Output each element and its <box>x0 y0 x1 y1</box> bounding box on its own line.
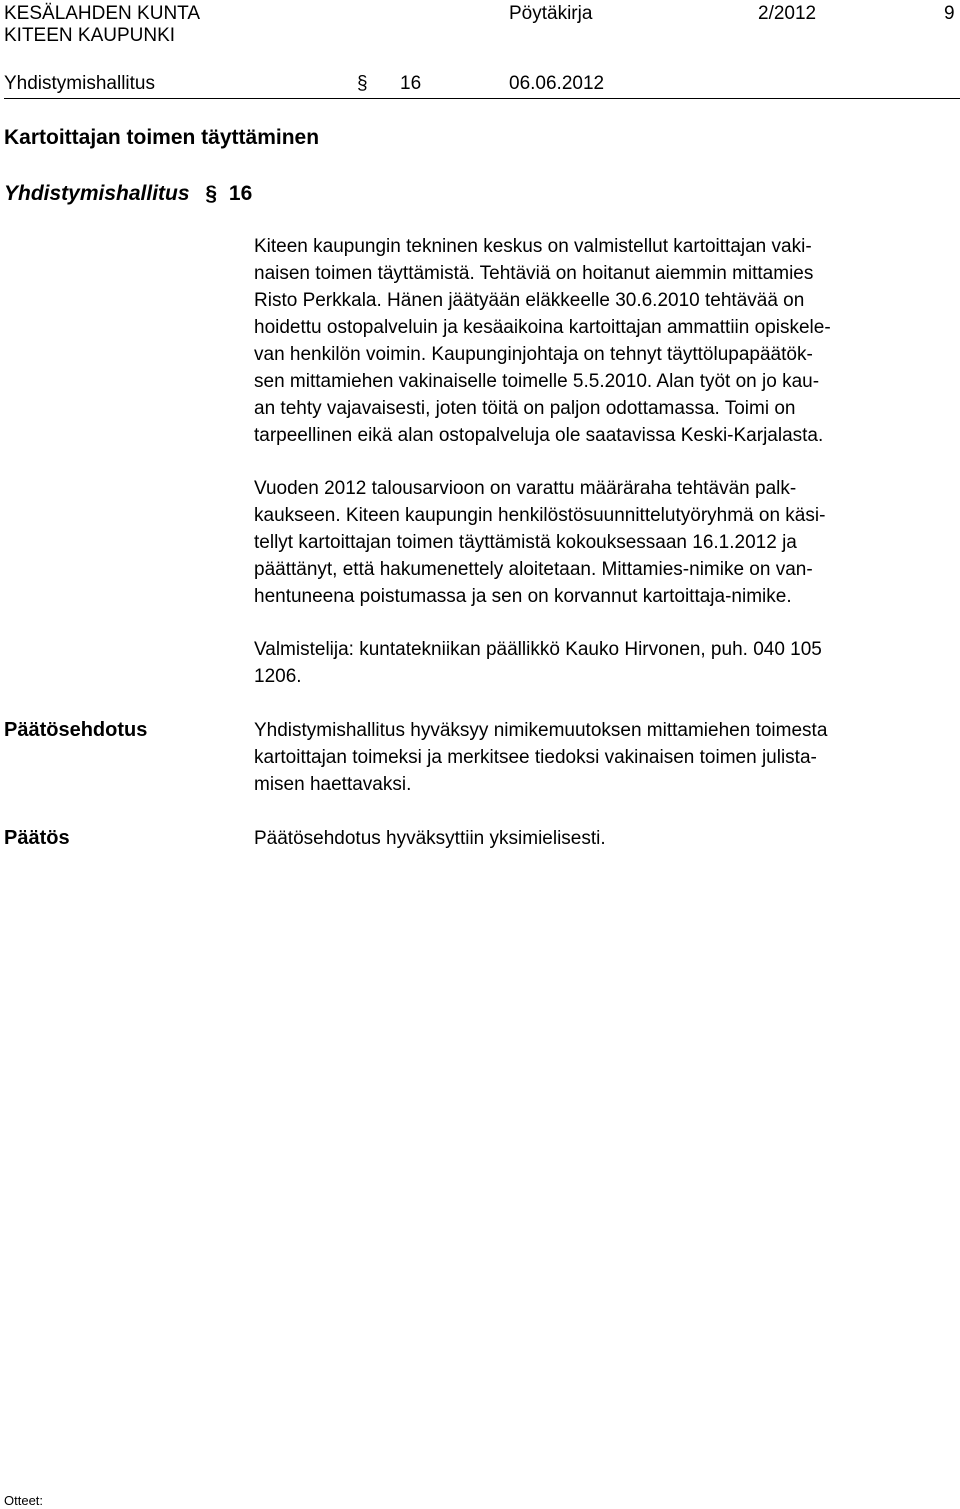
paragraph-line: Valmistelija: kuntatekniikan päällikkö Kauko Hirvonen, puh. 040 105 <box>254 639 822 660</box>
proposal-text <box>254 717 958 798</box>
paragraph-line: tarpeellinen eikä alan ostopalveluja ole saatavissa Keski-Karjalasta. <box>254 425 824 446</box>
document-number: 2/2012 <box>758 3 817 24</box>
paragraph-background <box>254 233 958 449</box>
meeting-body: Yhdistymishallitus <box>4 73 155 94</box>
paragraph-line: päättänyt, että hakumenettely aloitetaan. Mittamies-nimike on van- <box>254 559 813 580</box>
paragraph-line: Risto Perkkala. Hänen jäätyään eläkkeelle 30.6.2010 tehtävää on <box>254 290 805 311</box>
decision-text <box>254 825 958 852</box>
paragraph-line: Vuoden 2012 talousarvioon on varattu määräraha tehtävän palk- <box>254 478 797 499</box>
paragraph-line: van henkilön voimin. Kaupunginjohtaja on tehnyt täyttölupapäätök- <box>254 344 813 365</box>
paragraph-line: hentuneena poistumassa ja sen on korvannut kartoittaja-nimike. <box>254 586 792 607</box>
proposal-label: Päätösehdotus <box>4 719 148 741</box>
section-heading-sign-icon: § <box>205 182 218 205</box>
paragraph-line: Kiteen kaupungin tekninen keskus on valmistellut kartoittajan vaki- <box>254 236 812 257</box>
decision-line: Päätösehdotus hyväksyttiin yksimielisesti. <box>254 828 606 849</box>
paragraph-line: naisen toimen täyttämistä. Tehtäviä on hoitanut aiemmin mittamies <box>254 263 814 284</box>
footer-excerpts-label: Otteet: <box>4 1493 44 1508</box>
section-heading <box>4 182 252 206</box>
document-type: Pöytäkirja <box>509 3 593 24</box>
page-number: 9 <box>944 3 955 24</box>
proposal-line: misen haettavaksi. <box>254 774 412 795</box>
proposal-line: kartoittajan toimeksi ja merkitsee tiedoksi vakinaisen toimen julista- <box>254 747 817 768</box>
paragraph-line: sen mittamiehen vakinaiselle toimelle 5.5.2010. Alan työt on jo kau- <box>254 371 820 392</box>
paragraph-line: hoidettu ostopalveluin ja kesäaikoina kartoittajan ammattiin opiskele- <box>254 317 831 338</box>
section-heading-body: Yhdistymishallitus <box>4 182 190 205</box>
section-heading-number: 16 <box>228 182 253 205</box>
paragraph-line: 1206. <box>254 666 302 687</box>
paragraph-line: an tehty vajavaisesti, joten töitä on paljon odottamassa. Toimi on <box>254 398 796 419</box>
org-name-line2: KITEEN KAUPUNKI <box>4 25 176 46</box>
header-divider <box>4 98 960 99</box>
meeting-date: 06.06.2012 <box>509 73 605 94</box>
section-sign-icon: § <box>357 73 368 94</box>
paragraph-line: kaukseen. Kiteen kaupungin henkilöstösuunnittelutyöryhmä on käsi- <box>254 505 826 526</box>
paragraph-line: tellyt kartoittajan toimen täyttämistä kokouksessaan 16.1.2012 ja <box>254 532 797 553</box>
section-number: 16 <box>400 73 422 94</box>
paragraph-budget <box>254 475 958 610</box>
decision-label: Päätös <box>4 827 70 849</box>
org-name-line1: KESÄLAHDEN KUNTA <box>4 3 201 24</box>
proposal-line: Yhdistymishallitus hyväksyy nimikemuutoksen mittamiehen toimesta <box>254 720 828 741</box>
paragraph-preparer <box>254 636 958 690</box>
page-title: Kartoittajan toimen täyttäminen <box>4 126 320 149</box>
